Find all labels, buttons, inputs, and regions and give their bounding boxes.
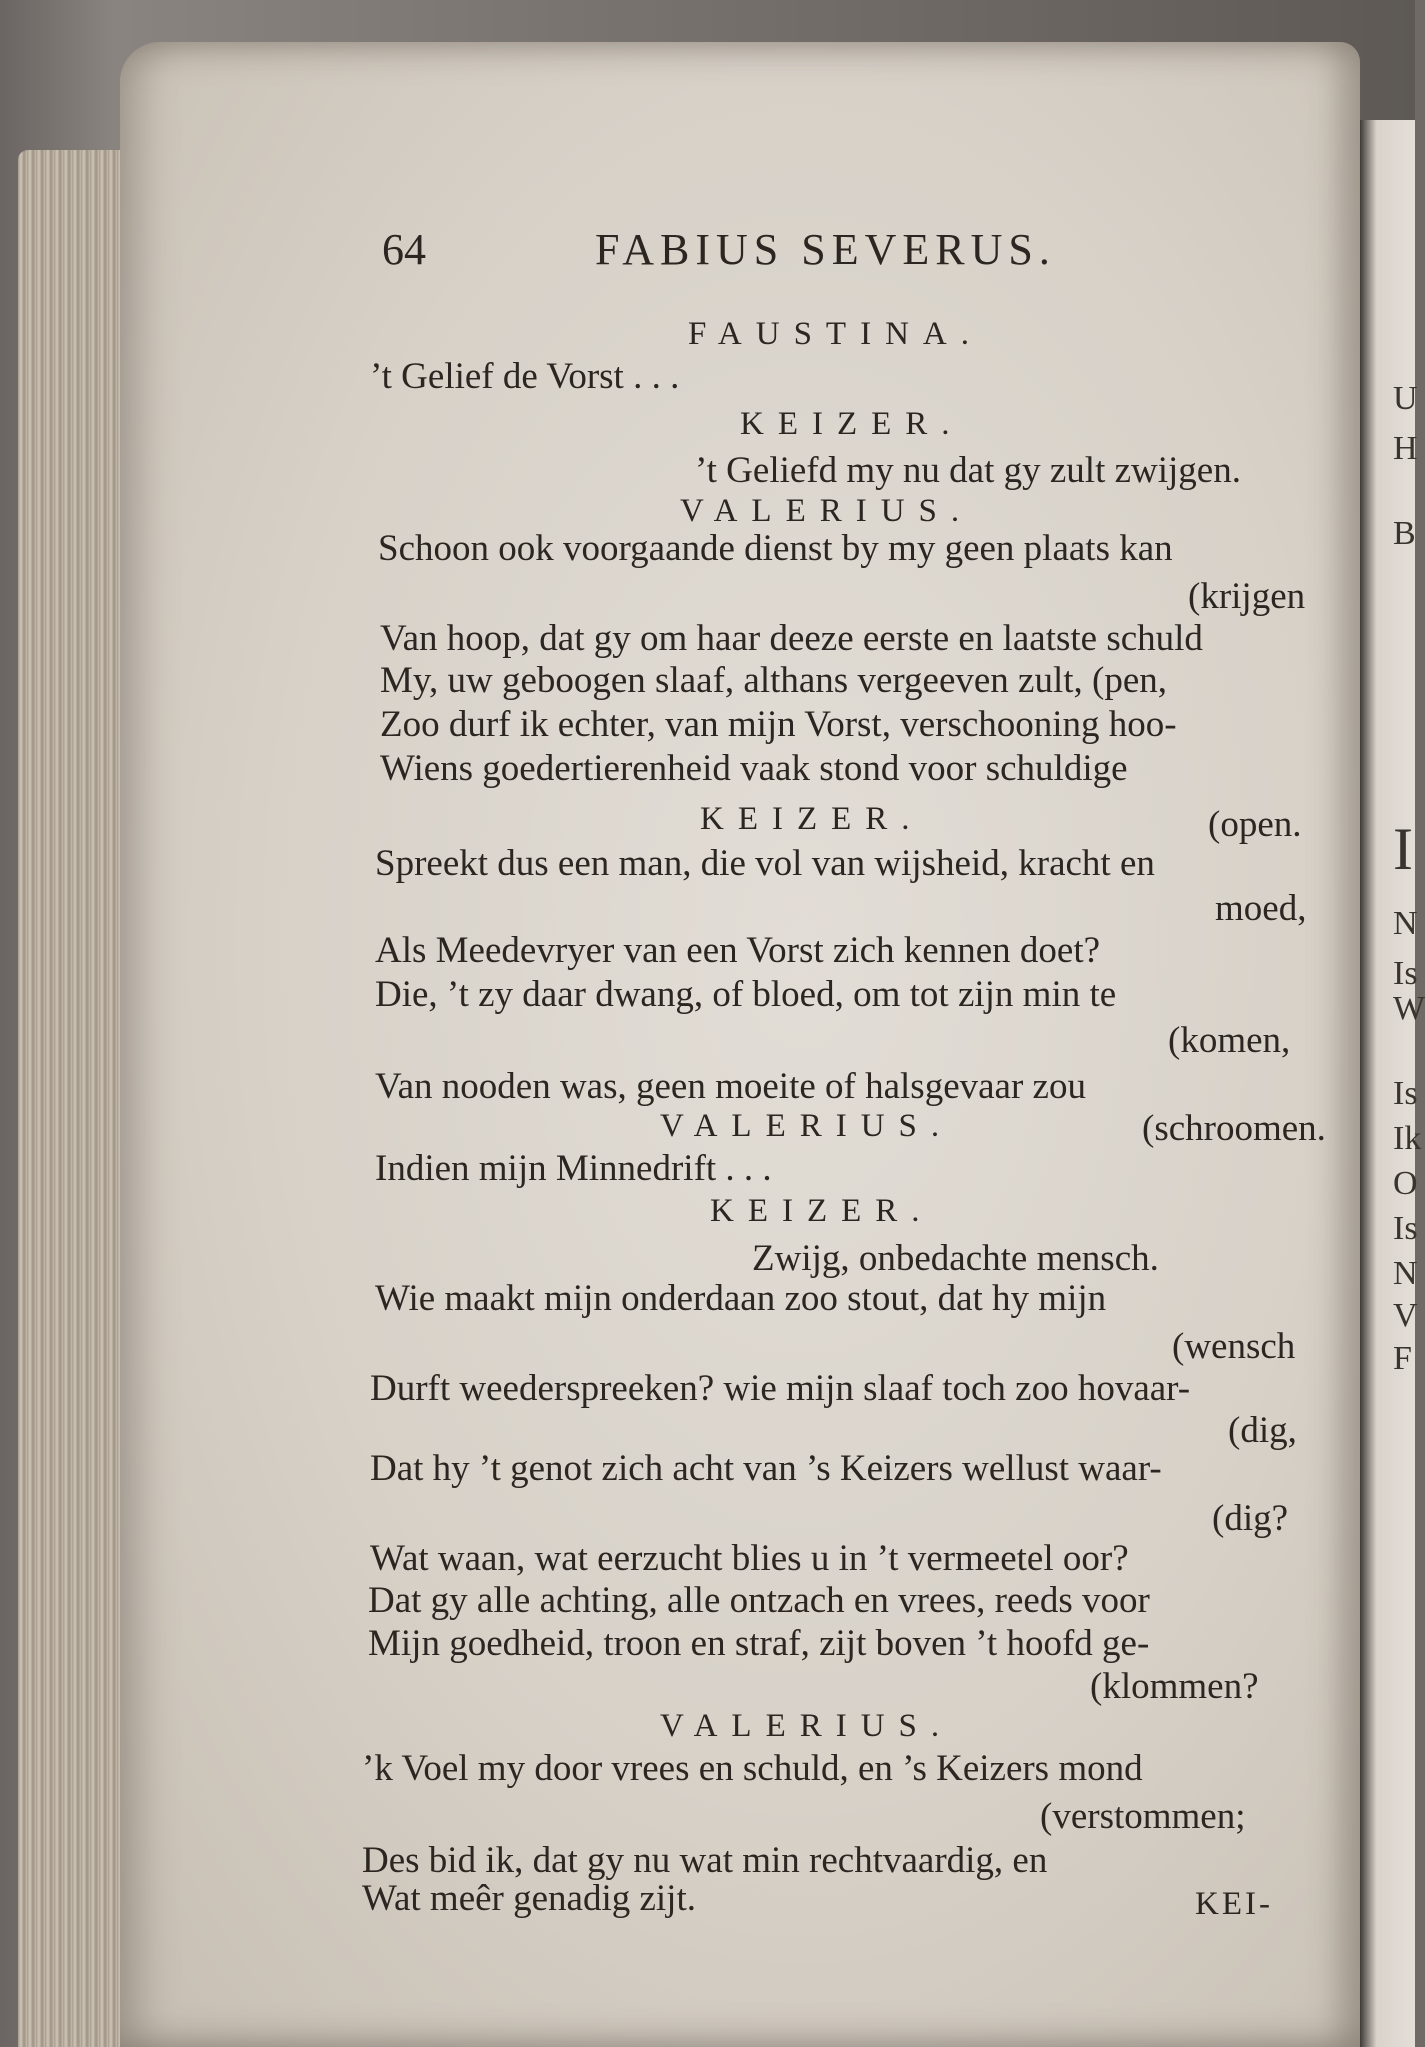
- page-number: 64: [382, 225, 426, 274]
- turnover-line: (schroomen.: [1142, 1108, 1326, 1149]
- facing-page-fragment: H: [1393, 430, 1418, 467]
- turnover-line: (komen,: [1168, 1020, 1291, 1061]
- speaker-valerius: VALERIUS.: [660, 1708, 954, 1744]
- turnover-line: (dig,: [1228, 1410, 1297, 1451]
- verse-line: ’t Geliefd my nu dat gy zult zwijgen.: [695, 450, 1241, 491]
- facing-page-fragment: F: [1393, 1340, 1412, 1377]
- verse-line: Schoon ook voorgaande dienst by my geen plaats kan: [378, 528, 1173, 569]
- verse-line: Wat waan, wat eerzucht blies u in ’t vermeetel oor?: [370, 1538, 1129, 1579]
- verse-line: Zwijg, onbedachte mensch.: [752, 1238, 1159, 1279]
- speaker-keizer: KEIZER.: [710, 1193, 934, 1229]
- verse-line: Van nooden was, geen moeite of halsgevaar zou: [375, 1066, 1086, 1107]
- facing-page-fragment: B: [1393, 515, 1416, 552]
- facing-page-fragment: Is: [1393, 955, 1418, 992]
- verse-line: Indien mijn Minnedrift . . .: [375, 1148, 772, 1189]
- facing-page-fragment: V: [1393, 1297, 1418, 1334]
- running-title: FABIUS SEVERUS.: [595, 225, 1056, 274]
- speaker-keizer: KEIZER.: [700, 801, 924, 837]
- verse-line: Durft weederspreeken? wie mijn slaaf toch zoo hovaar-: [370, 1368, 1191, 1409]
- verse-line: Dat hy ’t genot zich acht van ’s Keizers wellust waar-: [370, 1448, 1162, 1489]
- speaker-faustina: FAUSTINA.: [688, 316, 983, 352]
- verse-line: Zoo durf ik echter, van mijn Vorst, verschooning hoo-: [380, 704, 1177, 745]
- verse-line: Dat gy alle achting, alle ontzach en vrees, reeds voor: [368, 1580, 1150, 1621]
- turnover-line: (verstommen;: [1040, 1796, 1246, 1837]
- turnover-line: (open.: [1208, 804, 1302, 845]
- verse-line: Als Meedevryer van een Vorst zich kennen doet?: [375, 930, 1101, 971]
- speaker-valerius: VALERIUS.: [660, 1108, 954, 1144]
- facing-page-fragment: U: [1393, 380, 1418, 417]
- verse-line: My, uw geboogen slaaf, althans vergeeven zult, (pen,: [380, 660, 1168, 701]
- turnover-line: (dig?: [1212, 1498, 1289, 1539]
- verse-line: Mijn goedheid, troon en straf, zijt boven ’t hoofd ge-: [368, 1623, 1150, 1664]
- facing-page-fragment: N: [1393, 1255, 1418, 1292]
- catchword: KEI-: [1195, 1886, 1273, 1922]
- facing-page-fragment: Ik: [1393, 1120, 1422, 1157]
- verse-line: Die, ’t zy daar dwang, of bloed, om tot zijn min te: [375, 974, 1117, 1015]
- verse-line: Wat meêr genadig zijt.: [362, 1878, 696, 1919]
- verse-line: Wiens goedertierenheid vaak stond voor schuldige: [380, 748, 1128, 789]
- speaker-valerius: VALERIUS.: [680, 493, 974, 529]
- verse-line: Spreekt dus een man, die vol van wijsheid, kracht en: [375, 843, 1155, 884]
- turnover-line: (wensch: [1172, 1326, 1296, 1367]
- facing-page-fragment: W: [1393, 990, 1425, 1027]
- facing-page-fragment: O: [1393, 1165, 1418, 1202]
- facing-page-fragment: Is: [1393, 1075, 1418, 1112]
- turnover-line: (klommen?: [1090, 1666, 1259, 1707]
- turnover-line: moed,: [1215, 888, 1307, 929]
- verse-line: Wie maakt mijn onderdaan zoo stout, dat hy mijn: [375, 1278, 1107, 1319]
- verse-line: Des bid ik, dat gy nu wat min rechtvaardig, en: [362, 1840, 1048, 1881]
- turnover-line: (krijgen: [1188, 576, 1306, 617]
- verse-line: ’t Gelief de Vorst . . .: [370, 356, 680, 397]
- facing-page-fragment: I: [1393, 816, 1413, 882]
- facing-page-fragment: Is: [1393, 1210, 1418, 1247]
- verse-line: ’k Voel my door vrees en schuld, en ’s Keizers mond: [362, 1748, 1143, 1789]
- facing-page-fragment: N: [1393, 905, 1418, 942]
- speaker-keizer: KEIZER.: [740, 406, 964, 442]
- verse-line: Van hoop, dat gy om haar deeze eerste en laatste schuld: [380, 618, 1203, 659]
